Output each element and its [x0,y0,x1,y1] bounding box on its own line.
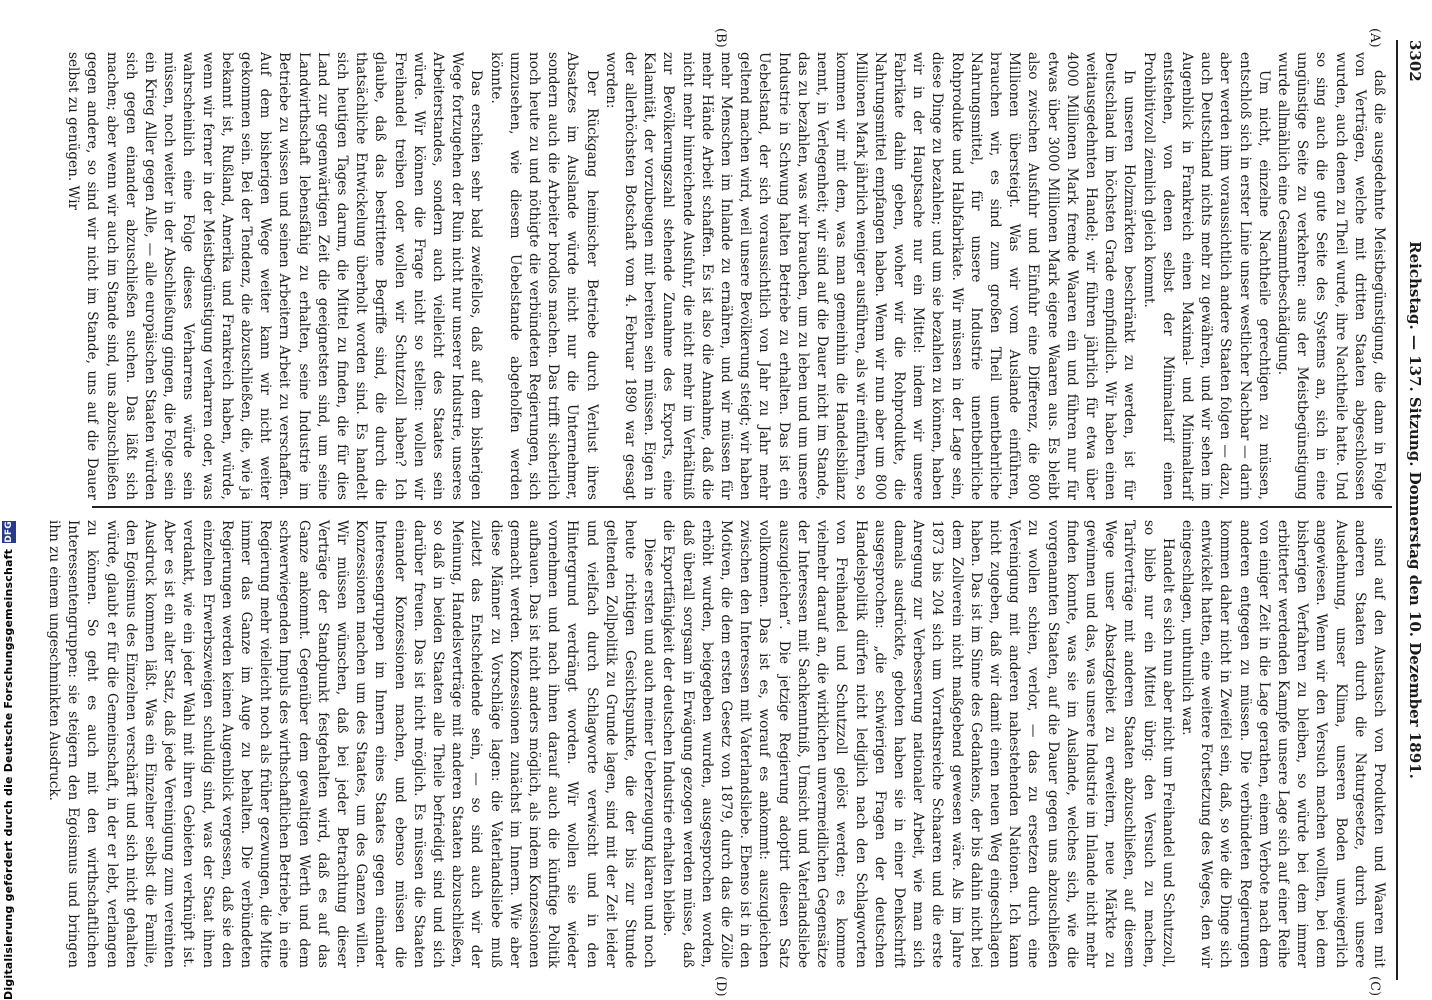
paragraph: Diese ersten und auch meiner Ueberzeugung klaren und noch heute richtigen Gesichtspunkte, die der bis zur Stunde geltenden Zollpolitik zu Grunde lagen, sind mit der Zeit leider und vielfach durch Schlagworte verwischt und in den Hintergrund verdrängt worden. Wir wollen sie wieder vornehmen und nach ihnen darauf auch die künftige Politik aufbauen. Das ist nicht anders möglich, als indem Konzessionen gemacht werden. Konzessionen zunächst im Innern. Wie aber diese Männer zu Vorschläge lagen: die Vaterlandsliebe muß zuletzt das Entscheidende sein, — so sind auch wir der Meinung, Handelsverträge mit anderen Staaten abzuschließen, so daß in beiden Staaten alle Theile befriedigt sind und sich darüber freuen. Das ist nicht möglich. Es müssen die Staaten einander Konzessionen machen, und ebenso müssen die Interessengruppen im Innern eines Staates gegen einander Konzessionen machen um des Staates, um des Ganzen willen. Wir müssen wünschen, daß bei jeder Betrachtung dieser Verträge der Standpunkt festgehalten wird, daß es auf das Ganze ankommt. Gegenüber dem gewaltigen Werth und dem schwerwiegenden Impuls des wirthschaftlichen Betriebe, in eine Regierung mehr vielleicht noch als früher gezwungen, die Mitte immer das Ganze im Auge zu behalten. Die verbündeten Regierungen werden keinen Augenblick vergessen, daß sie den einzelnen Erwerbszweigen schuldig sind, was der Staat ihnen verdankt, wie ein jeder Wahl mit ihren Gebieten verknüpft ist. Aber es ist ein alter Satz, daß jede Vereinigung zum vereinten Ausdruck kommen läßt. Was ein Einzelner selbst die Familie, den Egoismus des Einzelnen verschärft und sich nicht gehalten würde, glaubt er für die Gemeinschaft, in der er lebt, verlangen zu können. So geht es auch mit den wirthschaftlichen Interessentengruppen: sie steigern den Egoismus und bringen ihn zu einem ungeschminkten Ausdruck. [45,520,658,968]
page-title: Reichstag. — 137. Sitzung. Donnerstag den 10. Dezember 1891. [1406,241,1424,779]
page-number: 3302 [1406,40,1424,82]
margin-marker-b: (B) [713,28,728,48]
column-divider [92,506,1392,508]
paragraph: Um nicht, einzelne Nachtheile gerechtigen zu müssen, entschloß sich in erster Linie unser westlicher Nachbar — darin aber werden ihm voraussichtlich andere Staaten folgen — dazu, auch Deutschland nichts mehr zu gewähren, und wir sehen im Augenblick in Frankreich einen Maximal- und Minimaltarif entstehen, von denen selbst der Minimaltarif einen Prohibitivzoll ziemlich gleich kommt. [1140,52,1272,500]
margin-marker-a: (A) [1367,28,1382,48]
right-column [45,520,1388,968]
left-column [65,52,1388,500]
funding-note-text: Digitalisierung gefördert durch die Deutsche Forschungsgemeinschaft [2,548,15,1000]
paragraph: sind auf den Austausch von Produkten und Waaren mit anderen Staaten durch die Naturgesetze, durch unsere Ausdehnung, unser Klima, unseren Boden unweigerlich angewiesen. Wenn wir den Versuch machen wollten, bei dem bisherigen Verfahren zu bleiben, so würde bei dem immer erbitterter werdenden Kampfe unsere Lage sich auf einer Reihe von einiger Zeit in die Lage gerathen, einem Verbote nach dem anderen entgegen zu müssen. Die verbündeten Regierungen kommen daher nicht in Zweifel sein, daß, so wie die Dinge sich entwickelt hatten, eine weitere Fortsetzung des Weges, den wir eingeschlagen, unthunlich war. [1178,520,1387,968]
funding-note-strip [0,0,18,1000]
margin-marker-d: (D) [713,976,728,997]
paragraph: Das erschien sehr bald zweifellos, daß auf dem bisherigen Wege fortzugehen der Ruin nicht nur unserer Industrie, unseres Arbeiterstandes, sondern auch vielleicht des Staates sein würde. Wir können die Frage nicht so stellen: wollen wir Freihandel treiben oder wollen wir Schutzzoll haben? Ich glaube, daß das bestrittene Begriffe sind, die durch die thatsächliche Entwickelung überholt worden sind. Es handelt sich heutigen Tages darum, die Mittel zu finden, die für dies Land zur gegenwärtigen Zeit die geeignetsten sind, um seine Landwirthschaft lebensfähig zu erhalten, seine Industrie im Betriebe zu wissen und seinen Arbeitern Arbeit zu verschaffen. Auf dem bisherigen Wege weiter kann wir nicht weiter gekommen sein. Bei der Tendenz, die abzuschließen, die, wie ja bekannt ist, Rußland, Amerika und Frankreich haben, würde, wenn wir ferner in der Meistbegünstigung verharren oder, was wahrscheinlich eine Folge dieses Verharrens würde sein müssen, noch weiter in der Abschließung gingen, die Folge sein ein Krieg Aller gegen Alle, — alle europäischen Staaten würden sich gegen einander abzuschließen suchen. Das läßt sich machen; aber wenn wir auch im Stande sind, uns abzuschließen gegen andere, so sind wir nicht im Stande, uns auf die Dauer selbst zu genügen. Wir [65,52,485,500]
funding-note [2,0,16,1000]
header-rule [1396,40,1398,980]
paragraph: daß die ausgedehnte Meistbegünstigung, die dann in Folge von Verträgen, welche mit dritten Staaten abgeschlossen wurden, auch denen zu Theil wurde, ihre Nachtheile hatte. Und so sing auch die gute Seite des Systems an, sich in eine ungünstige Seite zu verkehren: aus der Meistbegünstigung wurde allmählich eine Gesammtbeschädigung. [1274,52,1387,500]
paragraph: In unseren Holzmärkten beschränkt zu werden, ist für Deutschland im höchsten Grade empfindlich. Wir haben einen weitausgedehnten Handel; wir führen jährlich für etwa über 4000 Millionen Mark fremde Waaren ein und führen nur für etwas über 3000 Millionen Mark eigene Waaren aus. Es bleibt also zwischen Ausfuhr und Einfuhr eine Differenz, die 800 Millionen übersteigt. Was wir vom Auslande einführen, brauchen wir, es sind zum großen Theil unentbehrliche Nahrungsmittel, für unsere Industrie unentbehrliche Rohprodukte und Halbfabrikate. Wir müssen in der Lage sein, diese Dinge zu bezahlen; und um sie bezahlen zu können, haben wir in der Hauptsache nur ein Mittel: indem wir unsere Fabrikate dahin geben, woher wir die Rohprodukte, die Nahrungsmittel empfangen haben. Wenn wir nun aber um 800 Millionen Mark jährlich weniger ausführen, als wir einführen, so kommen wir mit dem, was man gemeinhin die Handelsbilanz nennt, in Verlegenheit; wir sind auf die Dauer nicht im Stande, das zu bezahlen, was wir brauchen, um zu leben und um unsere Industrie in Schwung halten Betriebe zu erhalten. Das ist ein Uebelstand, der sich voraussichtlich von Jahr zu Jahr mehr geltend machen wird, weil unsere Bevölkerung steigt; wir haben mehr Menschen im Inlande zu ernähren, und wir müssen für mehr Hände Arbeit schaffen. Es ist also die Annahme, daß die nicht mehr hinreichende Ausfuhr, die nicht mehr im Verhältniß zur Bevölkerungszahl stehende Zunahme des Exports, eine Kalamität, der vorzubeugen mit bereiten sein müssen. Eigen in der allerhöchsten Botschaft vom 4. Februar 1890 war gesagt worden: [602,52,1138,500]
paragraph: Handelt es sich nun aber nicht um Freihandel und Schutzzoll, so blieb nur ein Mittel übrig: den Versuch zu machen, Tarifverträge mit anderen Staaten abzuschließen, auf diesem Wege unser Absatzgebiet zu erweitern, neue Märkte zu gewinnen und das, was unsere Industrie im Inlande nicht mehr finden konnte, was sie im Auslande, welches sich, wie die vorgenannten Staaten, auf die Dauer gegen uns abzuschließen zu wollen schien, verlor, — das zu ersetzen durch eine Vereinigung mit anderen nahestehenden Nationen. Ich kann nicht zugeben, daß wir damit einen neuen Weg eingeschlagen haben. Das ist im Sinne des Gedankens, der bis dahin nicht bei dem Zollverein nicht maßgebend gewesen wäre. Als im Jahre 1873 bis 204 sich um Vorrathsreiche Schaaren und die erste Anregung zur Verbesserung nationaler Arbeit, wie man sich damals ausdrückte, geboten haben sie in einer Denkschrift ausgesprochen: „die schwierigen Fragen der deutschen Handelspolitik dürfen nicht lediglich nach den Schlagworten von Freihandel und Schutzzoll gelöst werden; es komme vielmehr darauf an, die wirklichen unvermeidlichen Gegensätze der Interessen mit Sachkenntniß, Umsicht und Vaterlandsliebe auszugleichen“. Die jetzige Regierung adoptirt diesen Satz vollkommen. Das ist es, worauf es ankommt: auszugleichen zwischen den Interessen mit Vaterlandsliebe. Ebenso ist in den Motiven, die dem ersten Gesetz von 1879, durch das die Zölle erhöht wurden, beigegeben wurden, ausgesprochen worden, daß überall sorgsam in Erwägung gezogen werden müsse, daß die Exportfähigkeit der deutschen Industrie erhalten bleibe. [660,520,1176,968]
document-page [45,28,1428,997]
paragraph: Der Rückgang heimischer Betriebe durch Verlust ihres Absatzes im Auslande würde nicht nur die Unternehmer, sondern auch die Arbeiter brodlos machen. Das trifft sicherlich noch heute zu und nöthigte die verbündeten Regierungen, sich umzusehen, wie diesem Uebelstande abgeholfen werden könnte. [487,52,600,500]
margin-marker-c: (C) [1367,976,1382,997]
dfg-logo: DFG [4,521,14,543]
page-header [1400,40,1428,980]
